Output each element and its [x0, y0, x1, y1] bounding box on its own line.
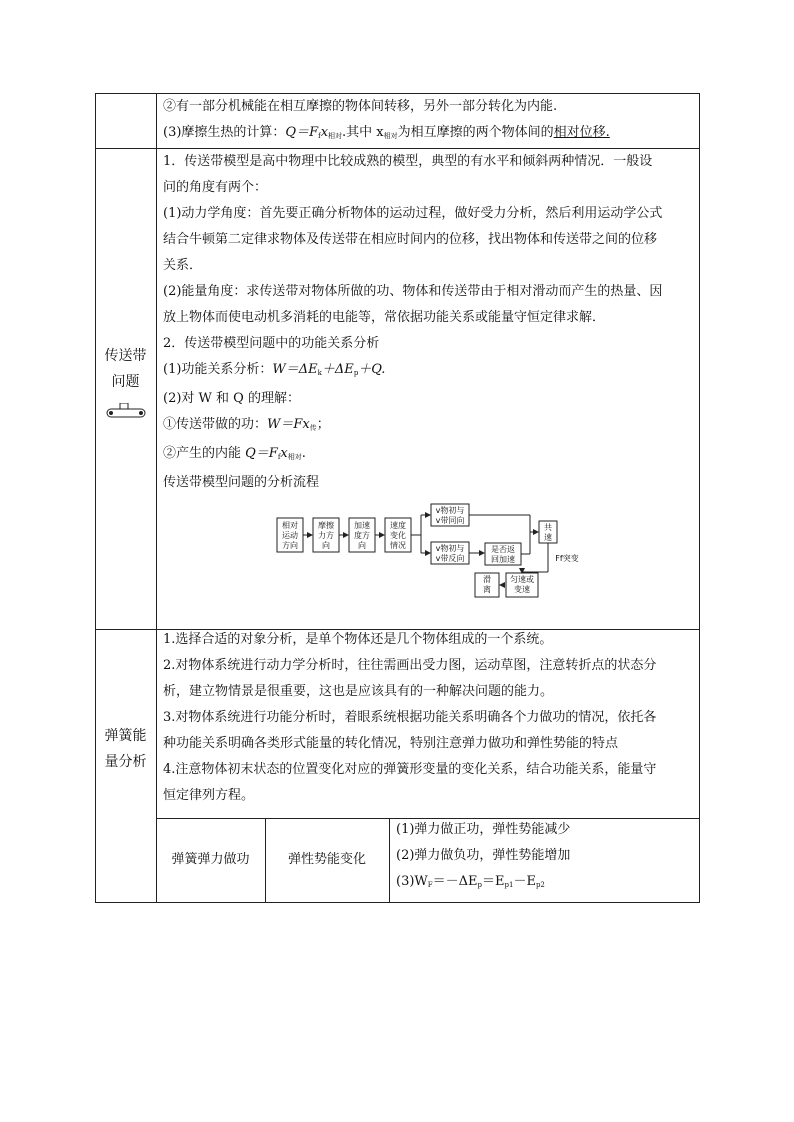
flow-box-velocity: 速度变化情况 [390, 521, 406, 550]
paragraph-line: 放上物体而使电动机多消耗的电能等，常依据功能关系或能量守恒定律求解． [163, 310, 606, 325]
formula-text: 为相互摩擦的两个物体间的 [397, 125, 554, 140]
conveyor-belt-icon [104, 403, 148, 419]
formula-subscript: 相对 [328, 132, 343, 140]
flow-box-uniform-or-variable: 匀速或变速 [510, 575, 534, 594]
formula-subscript: k [317, 369, 322, 377]
relation-formula-line [396, 869, 570, 898]
formula-prefix: (3)摩擦生热的计算： [163, 125, 286, 140]
paragraph-line: 关系． [163, 258, 203, 273]
paragraph-line: 结合牛顿第二定律求物体及传送带在相应时间内的位移，找出物体和传送带之间的位移 [163, 232, 658, 247]
formula-text: (3)W [396, 874, 428, 889]
relation-line: (2)弹力做负功，弹性势能增加 [396, 848, 571, 863]
paragraph-line: 1．传送带模型是高中物理中比较成熟的模型，典型的有水平和倾斜两种情况．一般设 [163, 154, 653, 169]
label-text: 量分析 [104, 754, 147, 770]
flow-label-friction-change: Ff突变 [555, 554, 579, 563]
spring-row-label [95, 723, 156, 775]
formula-text: ＝E [482, 874, 505, 889]
friction-text-line: ②有一部分机械能在相互摩擦的物体间转移，另外一部分转化为内能. [163, 99, 558, 114]
flow-box-friction: 摩擦力方向 [318, 521, 334, 550]
paragraph-line: 3.对物体系统进行功能分析时，着眼系统根据功能关系明确各个力做功的情况，依托各 [163, 710, 657, 725]
formula-text: ＋Q. [358, 362, 386, 377]
formula-subscript: 相对 [287, 453, 302, 461]
formula-subscript: f [318, 132, 321, 140]
flow-box-relative-motion: 相对运动方向 [282, 521, 298, 550]
underlined-term: 相对位移. [553, 125, 610, 140]
sub-table-divider [389, 818, 390, 903]
formula-subscript: 相对 [383, 132, 398, 140]
flow-box-acceleration: 加速度方向 [354, 521, 370, 550]
paragraph-line: 恒定律列方程。 [163, 788, 255, 803]
formula-text: ； [316, 417, 330, 432]
table-border-right [699, 93, 700, 903]
paragraph-line: 2．传送带模型问题中的功能关系分析 [163, 336, 380, 351]
analysis-flowchart [275, 501, 605, 601]
table-border-left [95, 93, 96, 903]
paragraph-line: (2)对 W 和 Q 的理解： [163, 391, 300, 406]
sub-table-relations [396, 817, 570, 898]
formula-subscript: f [277, 453, 281, 461]
label-text: 问题 [111, 374, 140, 390]
formula-prefix: ②产生的内能 [163, 446, 246, 461]
formula-text: ＝－ΔE [432, 874, 478, 889]
flow-box-common-speed: 共速 [544, 523, 552, 542]
formula-text: Q＝F [245, 446, 278, 461]
formula-subscript: p [353, 369, 359, 377]
content-table [95, 93, 700, 903]
formula-text: －E [513, 874, 536, 889]
formula-text: ＋ΔE [321, 362, 354, 377]
paragraph-line: 2.对物体系统进行动力学分析时，往往需画出受力图，运动草图，注意转折点的状态分 [163, 658, 657, 673]
spring-content [163, 627, 656, 809]
table-border-bottom [95, 902, 700, 903]
formula-line [163, 357, 662, 386]
formula-text: Q＝F [285, 125, 319, 140]
friction-heat-formula-line [163, 120, 610, 149]
sub-table-elastic-energy: 弹性势能变化 [287, 852, 366, 867]
paragraph-line: 问的角度有两个： [163, 180, 268, 195]
formula-text: W＝Fx [267, 417, 310, 432]
flow-box-return: 是否返回加速 [491, 545, 515, 564]
formula-prefix: ①传送带做的功： [163, 417, 268, 432]
label-text: 弹簧能 [104, 728, 147, 744]
conveyor-content [163, 149, 662, 496]
paragraph-line: (2)能量角度：求传送带对物体所做的功、物体和传送带由于相对滑动而产生的热量、因 [163, 284, 663, 299]
flow-box-same-direction: v物初与 v带同向 [435, 506, 465, 525]
label-text: 传送带 [104, 348, 147, 364]
relation-line: (1)弹力做正功，弹性势能减少 [396, 822, 571, 837]
formula-subscript: p1 [504, 881, 514, 889]
formula-subscript: 传 [309, 424, 317, 432]
paragraph-line: 传送带模型问题的分析流程 [163, 475, 320, 490]
formula-text: . [301, 446, 306, 461]
formula-text: W＝ΔE [272, 362, 318, 377]
flow-box-opposite-direction: v物初与 v带反向 [435, 544, 465, 563]
formula-line [163, 441, 662, 470]
formula-prefix: (1)功能关系分析： [163, 362, 273, 377]
formula-text: .其中 x [342, 125, 384, 140]
formula-text: x [320, 125, 329, 140]
sub-table-spring-work: 弹簧弹力做功 [171, 852, 250, 867]
flow-box-slide-off: 滑离 [483, 575, 491, 594]
paragraph-line: 析，建立物情景是很重要，这也是应该具有的一种解决问题的能力。 [163, 684, 554, 699]
paragraph-line: (1)动力学角度：首先要正确分析物体的运动过程，做好受力分析，然后利用运动学公式 [163, 206, 663, 221]
conveyor-row-label [95, 343, 156, 395]
friction-heat-cell [163, 94, 610, 149]
formula-subscript: p [477, 881, 483, 889]
paragraph-line: 4.注意物体初末状态的位置变化对应的弹簧形变量的变化关系，结合功能关系，能量守 [163, 762, 657, 777]
table-column-divider [156, 93, 157, 903]
formula-subscript: F [427, 881, 433, 889]
formula-text: x [280, 446, 288, 461]
formula-subscript: p2 [535, 881, 545, 889]
formula-line [163, 412, 662, 441]
paragraph-line: 1.选择合适的对象分析，是单个物体还是几个物体组成的一个系统。 [163, 632, 553, 647]
paragraph-line: 种功能关系明确各类形式能量的转化情况，特别注意弹力做功和弹性势能的特点 [163, 736, 619, 751]
